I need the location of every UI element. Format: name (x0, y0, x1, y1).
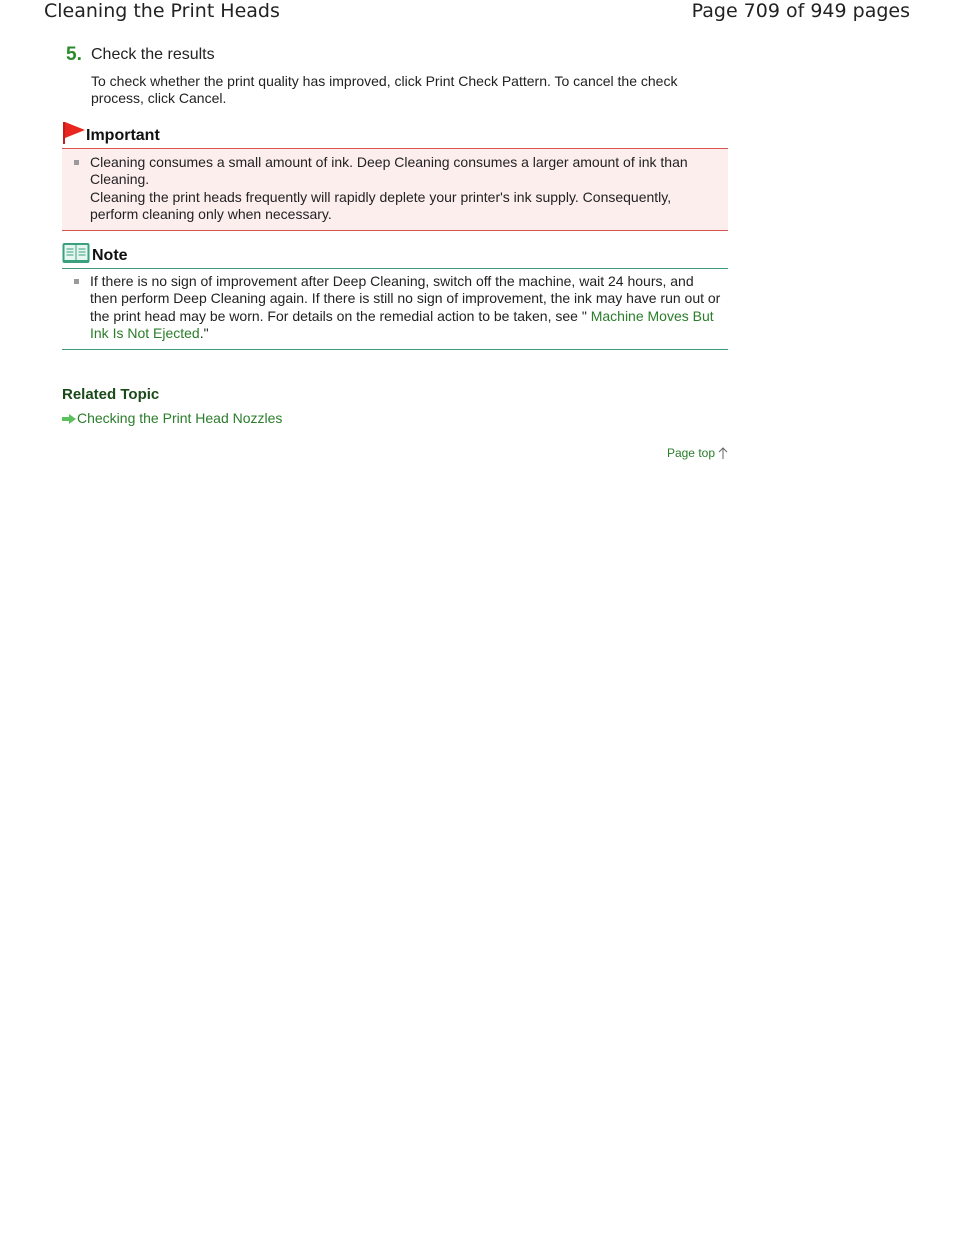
machine-moves-link[interactable]: Machine Moves But Ink Is Not Ejected (90, 307, 714, 342)
important-text: Cleaning consumes a small amount of ink. Deep Cleaning consumes a larger amount of ink than Cleaning. (90, 154, 688, 188)
list-item (74, 273, 722, 342)
list-item (74, 154, 722, 223)
page-top-link[interactable] (667, 446, 728, 460)
related-topic-section (62, 386, 728, 427)
main-content (62, 44, 728, 460)
important-text-2: Cleaning the print heads frequently will rapidly deplete your printer's ink supply. Consequently, perform cleaning only when necessary. (90, 188, 672, 222)
important-title: Important (86, 127, 160, 144)
flag-icon (62, 121, 86, 145)
book-icon (62, 242, 90, 264)
note-text: If there is no sign of improvement after Deep Cleaning, switch off the machine, wait 24 hours, and then perform Deep Cleaning again. If there is still no sign of improvement, the ink may have run out or the print head may be worn. For details on the remedial action to be taken, see " (90, 273, 721, 324)
checking-nozzles-link[interactable]: Checking the Print Head Nozzles (77, 410, 283, 427)
document-title: Cleaning the Print Heads (44, 0, 280, 22)
arrow-up-icon (718, 447, 728, 459)
arrow-right-icon (62, 414, 76, 424)
note-box (62, 268, 728, 350)
page-counter: Page 709 of 949 pages (691, 0, 910, 22)
bullet-icon (74, 279, 79, 284)
step-description: To check whether the print quality has improved, click Print Check Pattern. To cancel the check process, click Cancel. (91, 73, 678, 106)
important-box (62, 148, 728, 231)
page-header (0, 0, 954, 26)
page-top-label: Page top (666, 446, 715, 460)
note-text-end: ." (199, 325, 209, 342)
step-heading (62, 44, 728, 68)
note-header (62, 242, 728, 268)
step-number: 5. (66, 44, 82, 65)
note-section (62, 242, 728, 350)
important-header (62, 121, 728, 148)
note-title: Note (92, 247, 128, 265)
related-topic-title: Related Topic (62, 386, 160, 404)
bullet-icon (74, 160, 79, 165)
step-title: Check the results (91, 46, 215, 63)
related-topic-item (62, 409, 728, 427)
important-section (62, 121, 728, 231)
